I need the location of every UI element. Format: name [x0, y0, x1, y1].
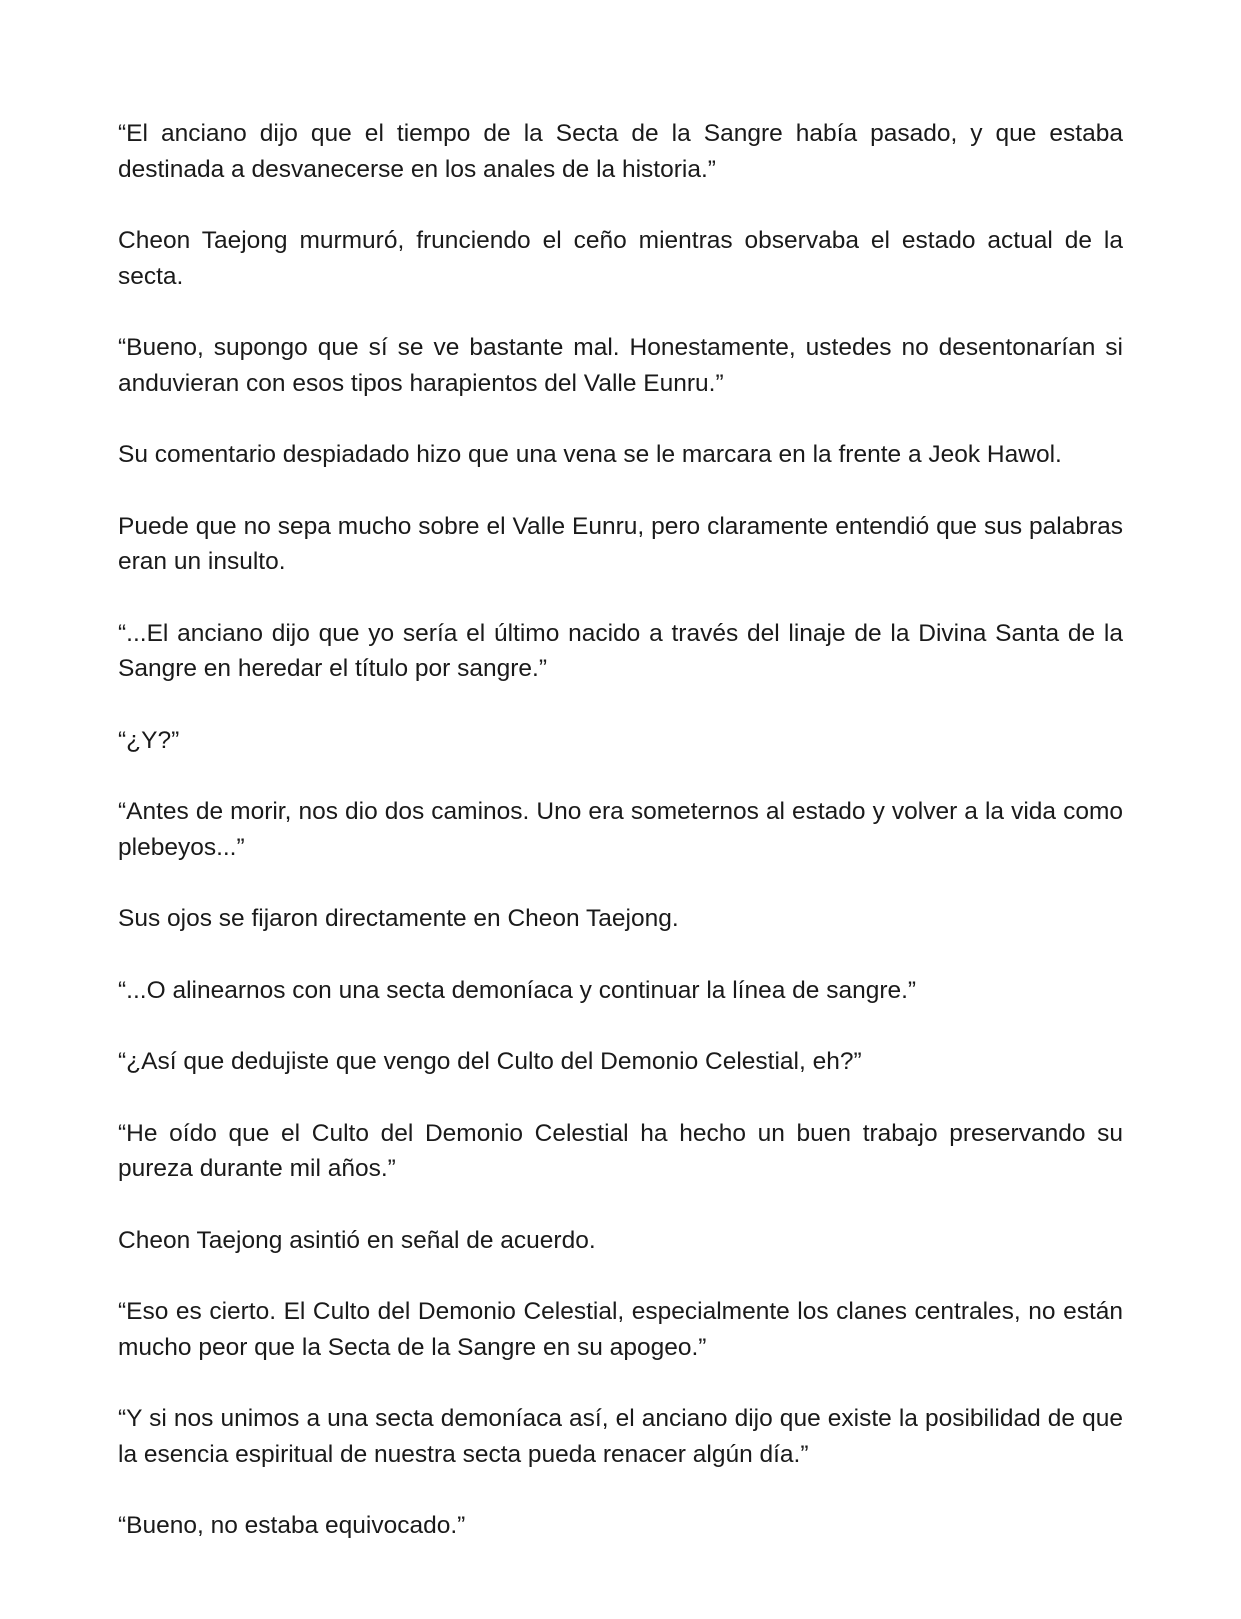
paragraph-2: Cheon Taejong murmuró, frunciendo el ceño mientras observaba el estado actual de la secta.: [118, 227, 1123, 290]
paragraph-9: Sus ojos se fijaron directamente en Cheon Taejong.: [118, 905, 679, 932]
paragraph-15: “Y si nos unimos a una secta demoníaca así, el anciano dijo que existe la posibilidad de que la esencia espiritual de nuestra secta pueda renacer algún día.”: [118, 1405, 1123, 1468]
paragraph-13: Cheon Taejong asintió en señal de acuerdo.: [118, 1226, 596, 1254]
paragraph-16: “Bueno, no estaba equivocado.”: [118, 1512, 466, 1539]
paragraph-1: “El anciano dijo que el tiempo de la Secta de la Sangre había pasado, y que estaba destinada a desvanecerse en los anales de la historia.”: [118, 120, 1123, 183]
paragraph-14: “Eso es cierto. El Culto del Demonio Celestial, especialmente los clanes centrales, no están mucho peor que la Secta de la Sangre en su apogeo.”: [118, 1298, 1123, 1361]
paragraph-11: “¿Así que dedujiste que vengo del Culto del Demonio Celestial, eh?”: [118, 1048, 862, 1075]
paragraph-4: Su comentario despiadado hizo que una vena se le marcara en la frente a Jeok Hawol.: [118, 441, 1062, 468]
paragraph-5: Puede que no sepa mucho sobre el Valle Eunru, pero claramente entendió que sus palabras eran un insulto.: [118, 512, 1123, 575]
paragraph-7: “¿Y?”: [118, 726, 180, 754]
paragraph-8: “Antes de morir, nos dio dos caminos. Uno era someternos al estado y volver a la vida como plebeyos...”: [118, 798, 1123, 861]
paragraph-6: “...El anciano dijo que yo sería el último nacido a través del linaje de la Divina Santa de la Sangre en heredar el título por sangre.”: [118, 619, 1123, 682]
paragraph-10: “...O alinearnos con una secta demoníaca y continuar la línea de sangre.”: [118, 976, 917, 1004]
document-body: [118, 116, 1123, 1580]
paragraph-3: “Bueno, supongo que sí se ve bastante mal. Honestamente, ustedes no desentonarían si anduvieran con esos tipos harapientos del Valle Eunru.”: [118, 334, 1123, 397]
paragraph-12: “He oído que el Culto del Demonio Celestial ha hecho un buen trabajo preservando su pureza durante mil años.”: [118, 1119, 1123, 1182]
